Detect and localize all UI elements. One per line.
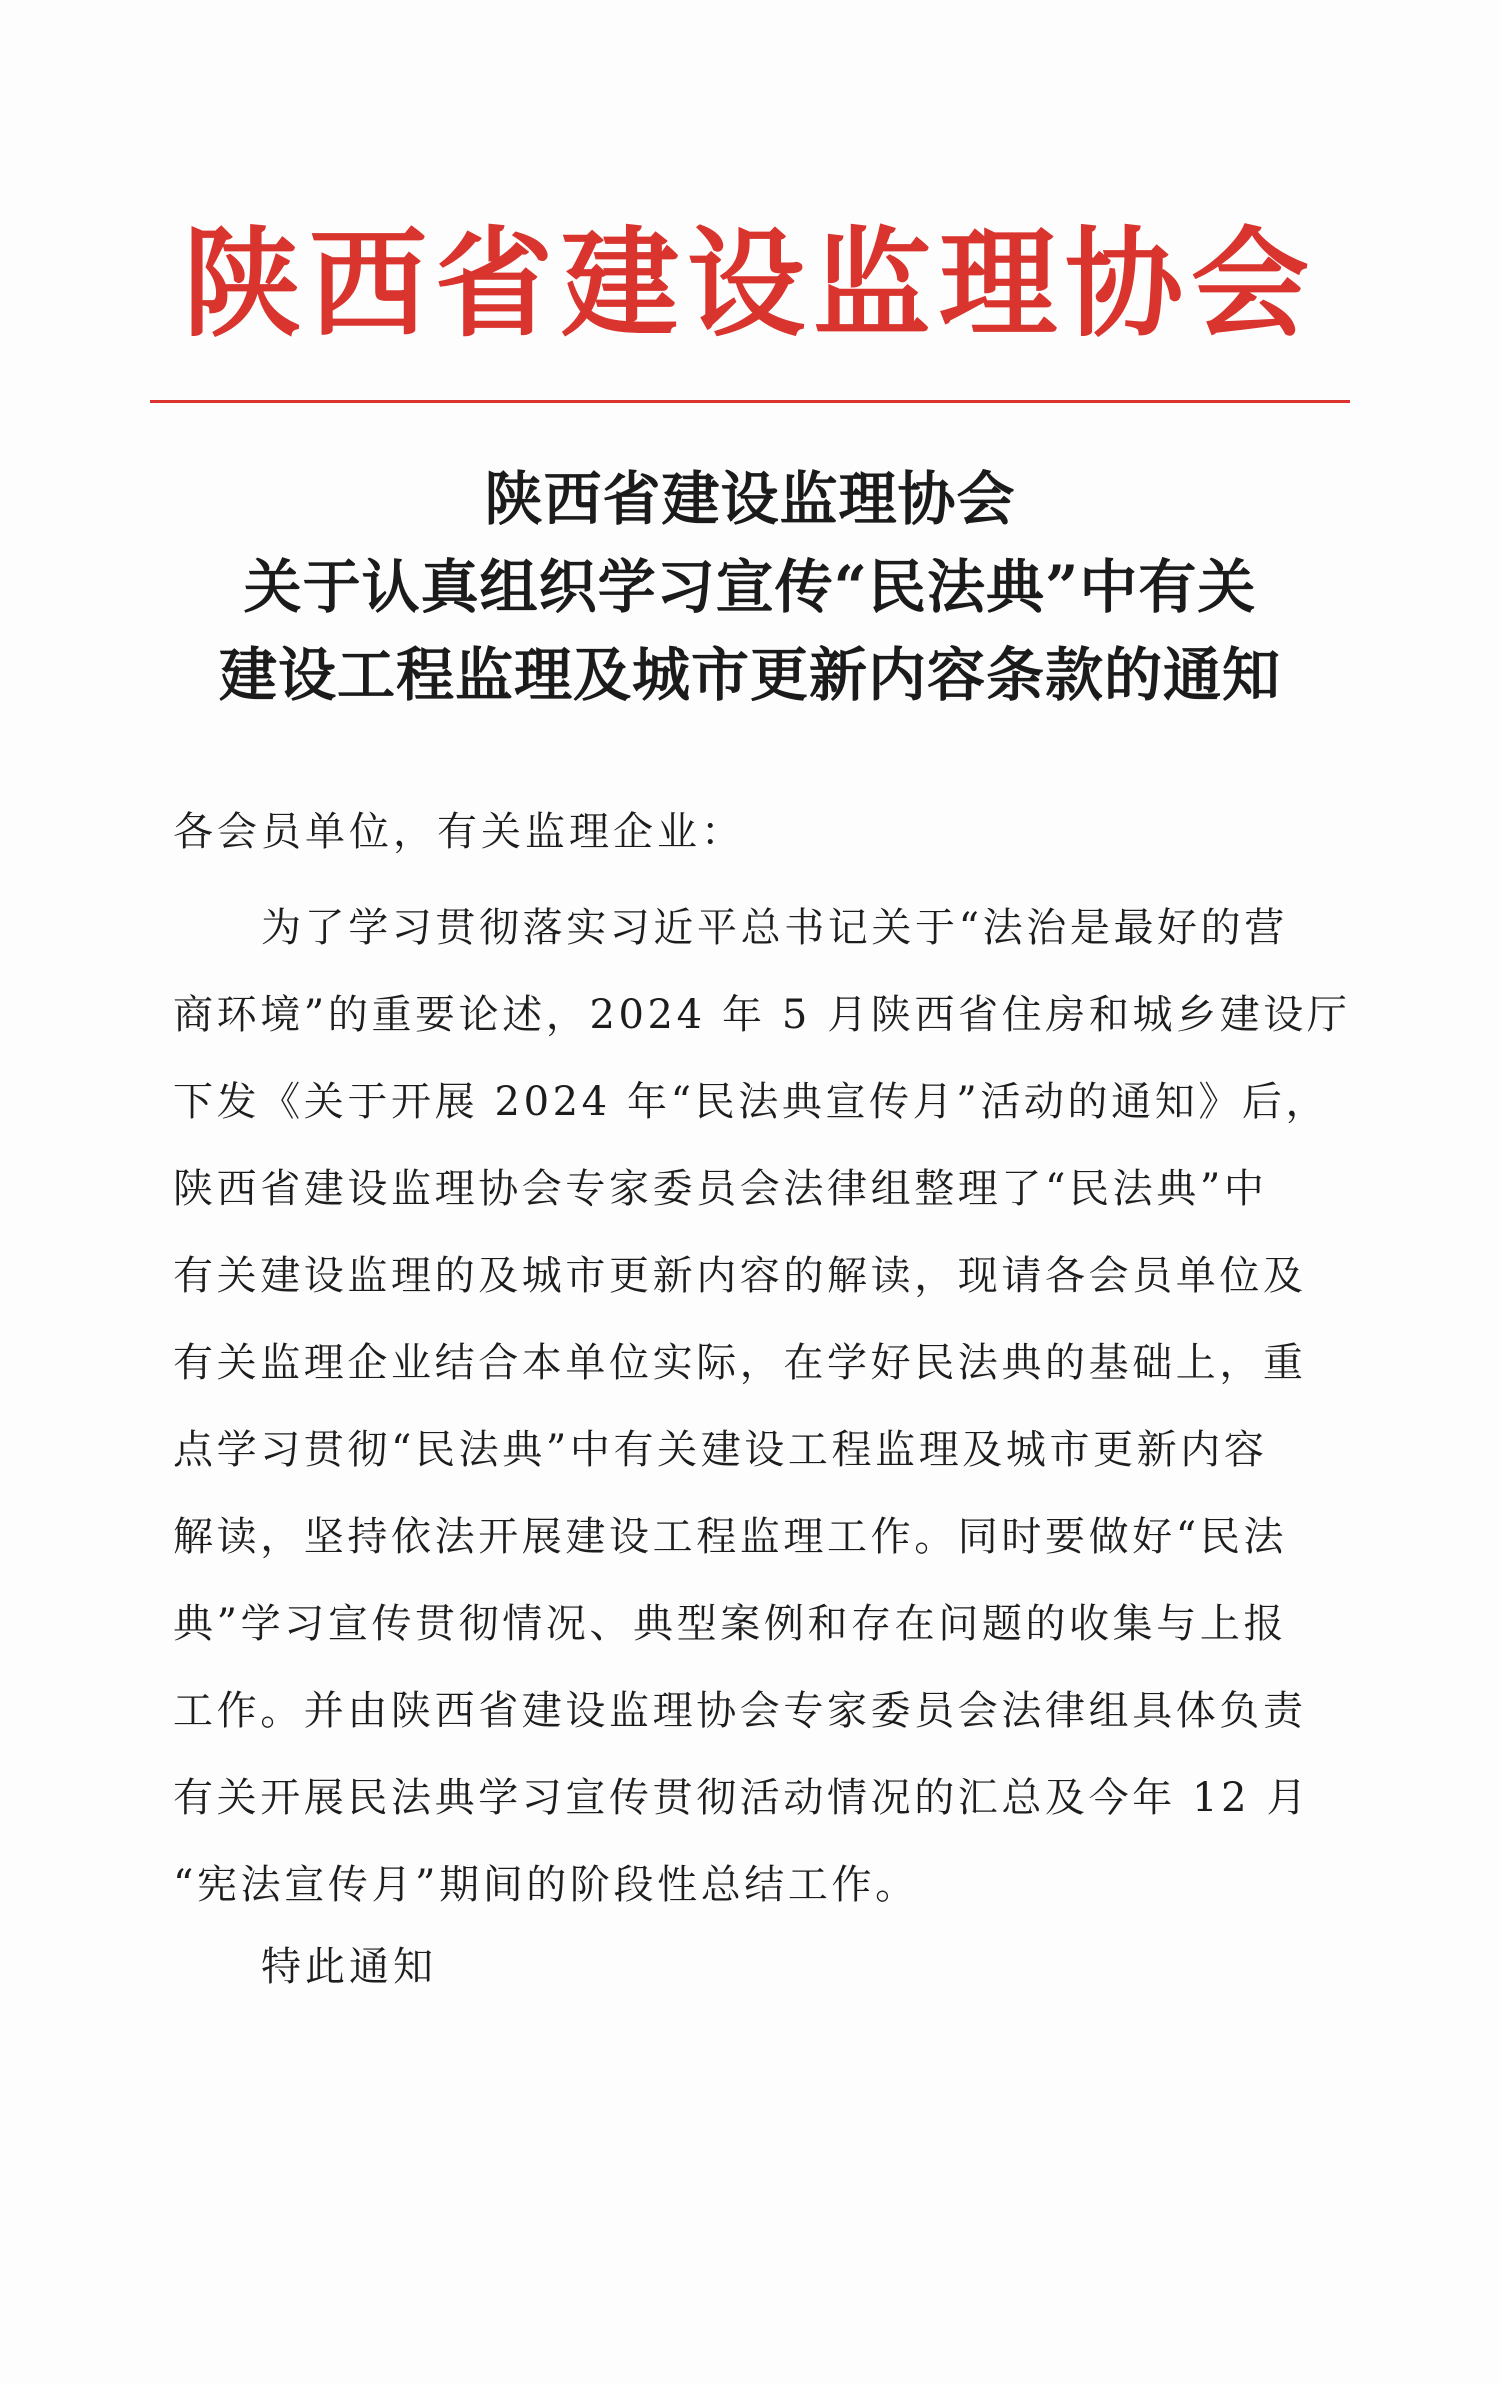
title-line-3: 建设工程监理及城市更新内容条款的通知 bbox=[218, 641, 1281, 709]
salutation: 各会员单位，有关监理企业： bbox=[173, 809, 745, 855]
body-line: 为了学习贯彻落实习近平总书记关于“法治是最好的营 bbox=[261, 905, 1288, 951]
body-line: 有关开展民法典学习宣传贯彻活动情况的汇总及今年 12 月 bbox=[173, 1775, 1311, 1821]
letterhead-org-name: 陕西省建设监理协会 bbox=[182, 214, 1317, 353]
body-line: 商环境”的重要论述，2024 年 5 月陕西省住房和城乡建设厅 bbox=[173, 992, 1351, 1038]
body-text bbox=[173, 885, 1351, 1929]
letterhead-red-rule bbox=[150, 400, 1350, 403]
body-line: 有关建设监理的及城市更新内容的解读，现请各会员单位及 bbox=[173, 1253, 1307, 1299]
body-line: 点学习贯彻“民法典”中有关建设工程监理及城市更新内容 bbox=[173, 1427, 1268, 1473]
title-line-2: 关于认真组织学习宣传“民法典”中有关 bbox=[243, 553, 1257, 621]
body-line: 典”学习宣传贯彻情况、典型案例和存在问题的收集与上报 bbox=[173, 1601, 1288, 1647]
body-line: 解读，坚持依法开展建设工程监理工作。同时要做好“民法 bbox=[173, 1514, 1288, 1560]
body-line: 工作。并由陕西省建设监理协会专家委员会法律组具体负责 bbox=[173, 1688, 1307, 1734]
body-line: 陕西省建设监理协会专家委员会法律组整理了“民法典”中 bbox=[173, 1166, 1268, 1212]
body-line: 有关监理企业结合本单位实际，在学好民法典的基础上，重 bbox=[173, 1340, 1307, 1386]
document-title bbox=[150, 455, 1350, 719]
closing-text: 特此通知 bbox=[261, 1944, 437, 1990]
body-line: 下发《关于开展 2024 年“民法典宣传月”活动的通知》后， bbox=[173, 1079, 1330, 1125]
title-line-1: 陕西省建设监理协会 bbox=[484, 465, 1016, 533]
body-line: “宪法宣传月”期间的阶段性总结工作。 bbox=[173, 1862, 919, 1908]
